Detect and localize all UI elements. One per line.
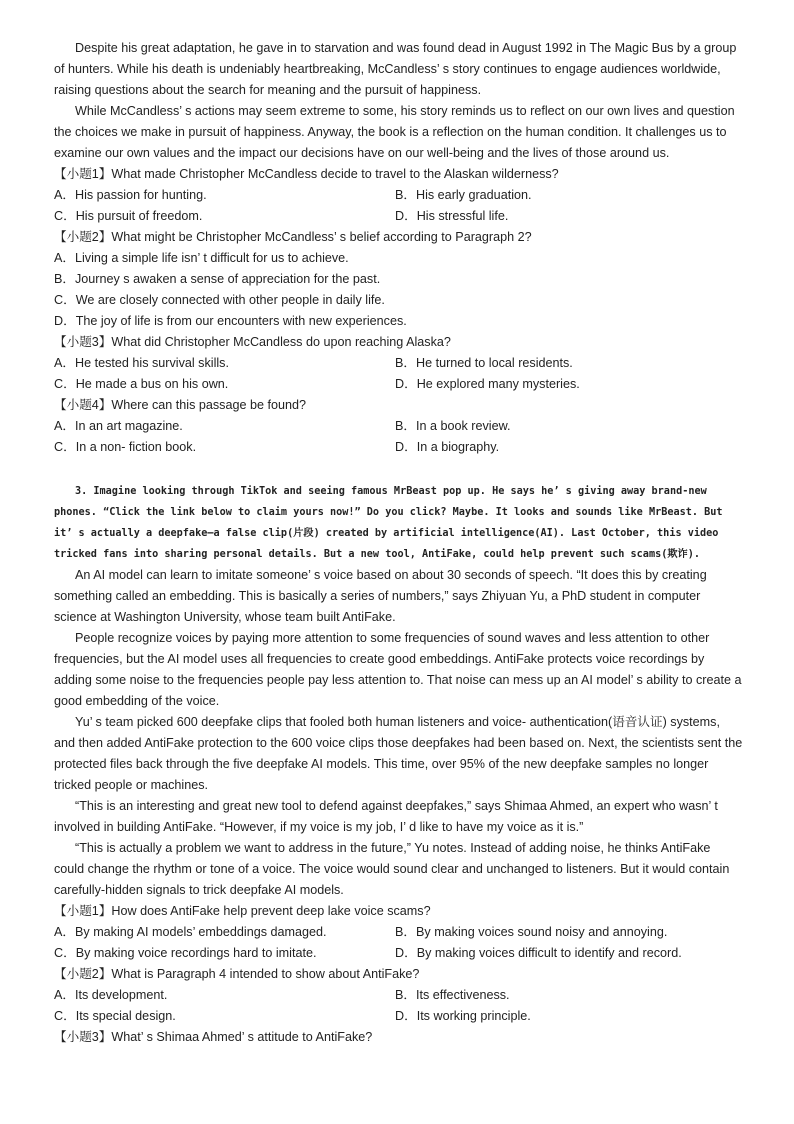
- option-a: A．Its development.: [54, 988, 168, 1002]
- option-d: D．In a biography.: [395, 440, 500, 454]
- option-b: B．Journey s awaken a sense of appreciation for the past.: [54, 272, 381, 286]
- section-gap: [54, 458, 744, 481]
- option-c: C．He made a bus on his own.: [54, 377, 229, 391]
- option-row: [54, 416, 744, 437]
- question-stem: 【小题4】Where can this passage be found?: [54, 398, 307, 412]
- option-b: B．In a book review.: [395, 419, 511, 433]
- option-b: B．Its effectiveness.: [395, 988, 510, 1002]
- option-row: [54, 922, 744, 943]
- option-a: A．By making AI models’ embeddings damaged.: [54, 925, 327, 939]
- option-row: [54, 185, 744, 206]
- question-stem: 【小题1】How does AntiFake help prevent deep lake voice scams?: [54, 904, 431, 918]
- document-page: [54, 38, 744, 1048]
- option-row: [54, 437, 744, 458]
- option-b: B．He turned to local residents.: [395, 356, 573, 370]
- option-d: D．The joy of life is from our encounters with new experiences.: [54, 314, 407, 328]
- passage3-intro: 3. Imagine looking through TikTok and seeing famous MrBeast pop up. He says he’ s giving away brand-new phones. “Click the link below to claim yours now!” Do you click? Maybe. It looks and sounds like MrBeast. But it’ s actually a deepfake—a false clip(片段) created by artificial intelligence(AI). Last October, this video tricked fans into sharing personal details. But a new tool, AntiFake, could help prevent such scams(欺诈).: [54, 486, 723, 560]
- passage3-paragraph: Yu’ s team picked 600 deepfake clips that fooled both human listeners and voice- authentication(语音认证) systems, and then added AntiFake protection to the 600 voice clips those deepfakes had been based on. Next, the scientists sent the protected files back through the five deepfake AI models. This time, over 95% of the new deepfake samples no longer tricked people or machines.: [54, 715, 743, 792]
- option-c: C．His pursuit of freedom.: [54, 209, 203, 223]
- option-a: A．His passion for hunting.: [54, 188, 207, 202]
- option-a: A．Living a simple life isn’ t difficult for us to achieve.: [54, 251, 349, 265]
- option-c: C．We are closely connected with other people in daily life.: [54, 293, 385, 307]
- option-c: C．By making voice recordings hard to imitate.: [54, 946, 317, 960]
- question-stem: 【小题1】What made Christopher McCandless decide to travel to the Alaskan wilderness?: [54, 167, 559, 181]
- option-row: [54, 1006, 744, 1027]
- option-row: [54, 374, 744, 395]
- option-a: A．In an art magazine.: [54, 419, 183, 433]
- option-d: D．His stressful life.: [395, 209, 509, 223]
- passage2-paragraph: Despite his great adaptation, he gave in to starvation and was found dead in August 1992 in The Magic Bus by a group of hunters. While his death is undeniably heartbreaking, McCandless’ s story continues to engage audiences worldwide, raising questions about the search for meaning and the pursuit of happiness.: [54, 41, 737, 97]
- passage3-paragraph: An AI model can learn to imitate someone’ s voice based on about 30 seconds of speech. “It does this by creating something called an embedding. This is basically a series of numbers,” says Zhiyuan Yu, a PhD student in computer science at Washington University, whose team built AntiFake.: [54, 568, 707, 624]
- passage2-paragraph: While McCandless’ s actions may seem extreme to some, his story reminds us to reflect on our own lives and question the choices we make in pursuit of happiness. Anyway, the book is a reflection on the human condition. It challenges us to examine our own values and the impact our decisions have on our well-being and the lives of those around us.: [54, 104, 735, 160]
- option-b: B．By making voices sound noisy and annoying.: [395, 925, 668, 939]
- question-stem: 【小题3】What did Christopher McCandless do upon reaching Alaska?: [54, 335, 451, 349]
- question-stem: 【小题3】What’ s Shimaa Ahmed’ s attitude to AntiFake?: [54, 1030, 373, 1044]
- option-row: [54, 985, 744, 1006]
- option-d: D．He explored many mysteries.: [395, 377, 580, 391]
- option-row: [54, 353, 744, 374]
- option-c: C．Its special design.: [54, 1009, 176, 1023]
- option-c: C．In a non- fiction book.: [54, 440, 197, 454]
- option-row: [54, 943, 744, 964]
- question-stem: 【小题2】What is Paragraph 4 intended to show about AntiFake?: [54, 967, 420, 981]
- option-b: B．His early graduation.: [395, 188, 532, 202]
- passage3-paragraph: People recognize voices by paying more attention to some frequencies of sound waves and less attention to other frequencies, but the AI model uses all frequencies to create good embeddings. AntiFake protects voice recordings by adding some noise to the frequencies people pay less attention to. That noise can mess up an AI model’ s ability to create a good embedding of the voice.: [54, 631, 742, 708]
- question-stem: 【小题2】What might be Christopher McCandless’ s belief according to Paragraph 2?: [54, 230, 532, 244]
- option-d: D．By making voices difficult to identify and record.: [395, 946, 682, 960]
- option-d: D．Its working principle.: [395, 1009, 531, 1023]
- passage3-paragraph: “This is actually a problem we want to address in the future,” Yu notes. Instead of adding noise, he thinks AntiFake could change the rhythm or tone of a voice. The voice would sound clear and unchanged to listeners. But it would contain carefully-hidden signals to trick deepfake AI models.: [54, 841, 730, 897]
- option-a: A．He tested his survival skills.: [54, 356, 229, 370]
- option-row: [54, 206, 744, 227]
- passage3-paragraph: “This is an interesting and great new tool to defend against deepfakes,” says Shimaa Ahmed, an expert who wasn’ t involved in building AntiFake. “However, if my voice is my job, I’ d like to have my voice as it is.”: [54, 799, 718, 834]
